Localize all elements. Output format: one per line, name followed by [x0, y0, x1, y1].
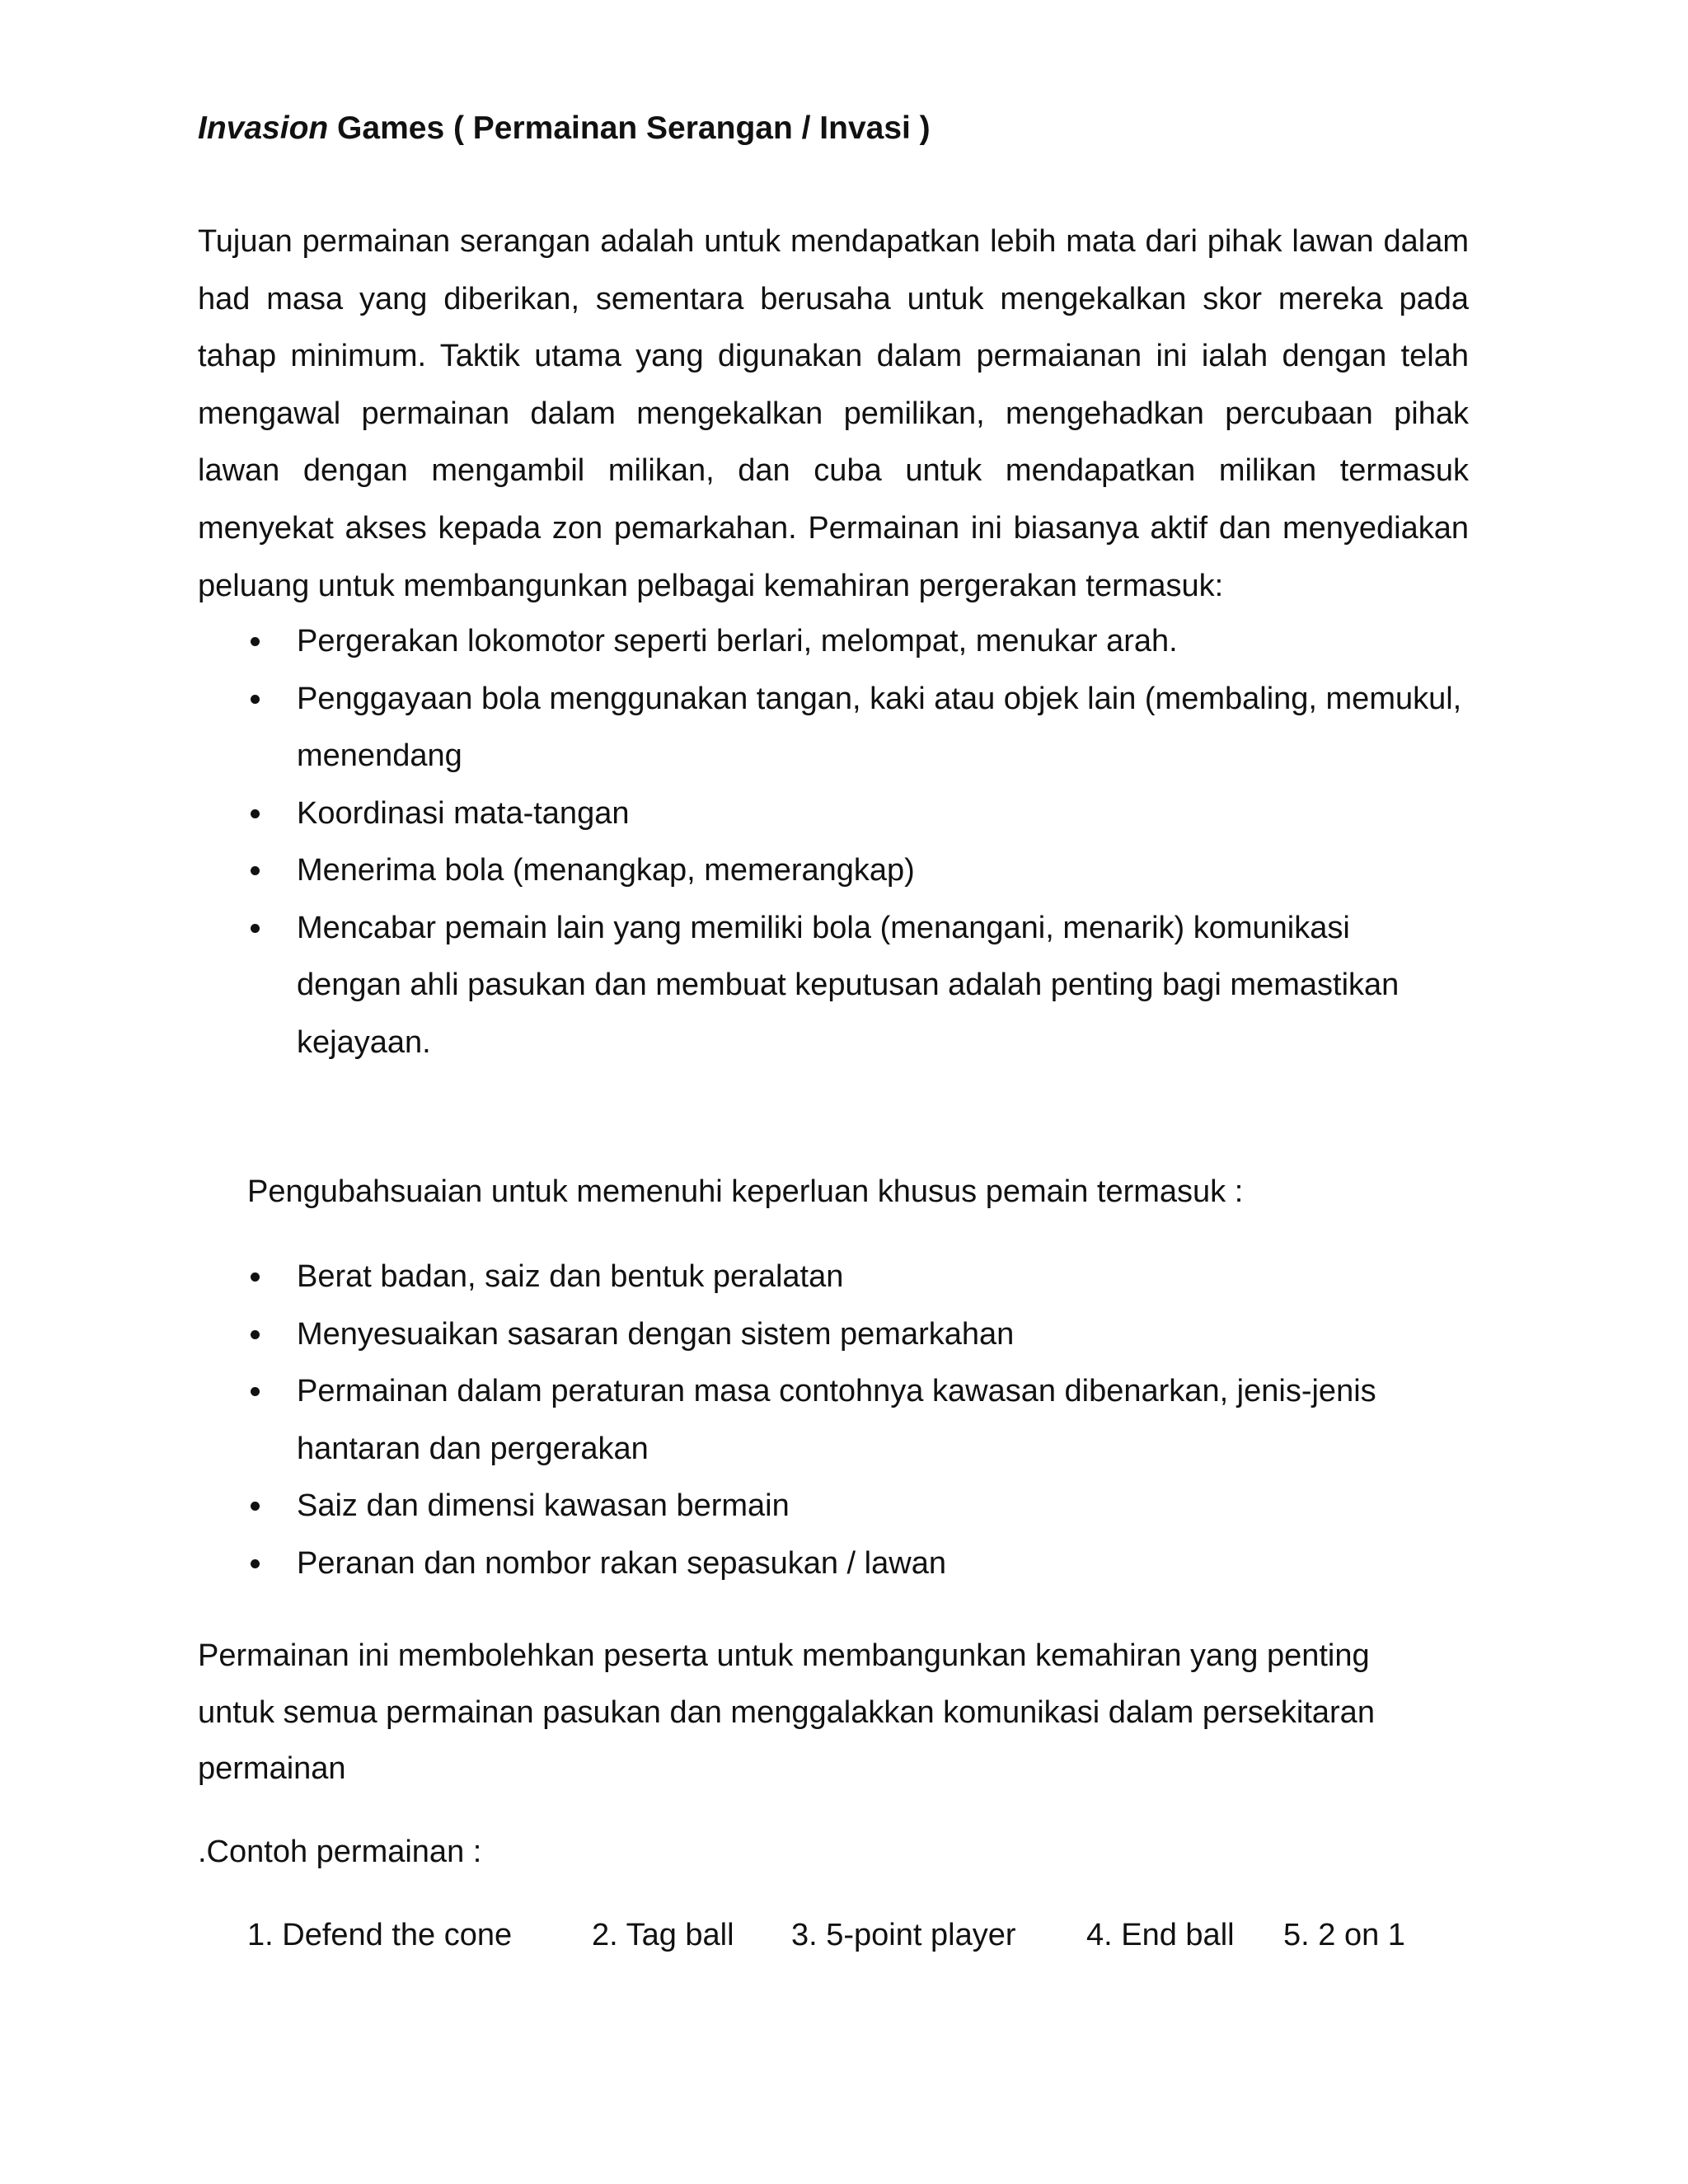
bullet-icon [251, 1387, 260, 1396]
adaptations-heading: Pengubahsuaian untuk memenuhi keperluan khusus pemain termasuk : [247, 1174, 1244, 1209]
list-item-text: Pergerakan lokomotor seperti berlari, melompat, menukar arah. [297, 624, 1178, 658]
bullet-icon [251, 637, 260, 646]
example-item: 4. End ball [1086, 1918, 1235, 1952]
bullet-icon [251, 695, 260, 704]
bullet-icon [251, 1330, 260, 1339]
example-item: 5. 2 on 1 [1283, 1918, 1405, 1952]
list-item [247, 671, 1469, 785]
list-item [247, 1363, 1467, 1478]
list-item-text: Koordinasi mata-tangan [297, 795, 630, 831]
list-item-text: Permainan dalam peraturan masa contohnya kawasan dibenarkan, jenis-jenis hantaran dan pergerakan [297, 1374, 1376, 1466]
bullet-icon [251, 1502, 260, 1511]
list-item [247, 1478, 1469, 1535]
bullet-icon [251, 1559, 260, 1568]
example-item: 3. 5-point player [791, 1918, 1016, 1952]
list-item [247, 1535, 1469, 1593]
examples-heading: .Contoh permainan : [198, 1835, 482, 1869]
list-item-text: Mencabar pemain lain yang memiliki bola (menangani, menarik) komunikasi dengan ahli pasukan dan membuat keputusan adalah penting bagi memastikan kejayaan. [297, 910, 1400, 1060]
bullet-icon [251, 924, 260, 933]
list-item-text: Berat badan, saiz dan bentuk peralatan [297, 1259, 844, 1294]
list-item [247, 613, 1469, 671]
adaptations-list [247, 1249, 1469, 1592]
bullet-icon [251, 866, 260, 875]
list-item-text: Menyesuaikan sasaran dengan sistem pemarkahan [297, 1316, 1015, 1352]
list-item [247, 785, 1469, 843]
list-item-text: Penggayaan bola menggunakan tangan, kaki atau objek lain (membaling, memukul, menendang [297, 681, 1462, 773]
list-item [247, 1249, 1469, 1306]
bullet-icon [251, 809, 260, 818]
list-item [247, 900, 1442, 1072]
skills-list [247, 613, 1469, 1071]
example-item: 1. Defend the cone [247, 1918, 513, 1952]
list-item [247, 1306, 1469, 1364]
title-italic-part: Invasion [198, 110, 329, 146]
title-main-part: Games ( Permainan Serangan / Invasi ) [328, 110, 931, 146]
bullet-icon [251, 1272, 260, 1282]
list-item-text: Menerima bola (menangkap, memerangkap) [297, 853, 915, 888]
example-item: 2. Tag ball [592, 1918, 734, 1952]
intro-paragraph: Tujuan permainan serangan adalah untuk mendapatkan lebih mata dari pihak lawan dalam had masa yang diberikan, sementara berusaha untuk mengekalkan skor mereka pada tahap minimum. Taktik utama yang digunakan dalam permaianan ini ialah dengan telah mengawal permainan dalam mengekalkan pemilikan, mengehadkan percubaan pihak lawan dengan mengambil milikan, dan cuba untuk mendapatkan milikan termasuk menyekat akses kepada zon pemarkahan. Permainan ini biasanya aktif dan menyediakan peluang untuk membangunkan pelbagai kemahiran pergerakan termasuk: [198, 224, 1469, 603]
list-item [247, 842, 1469, 900]
closing-paragraph: Permainan ini membolehkan peserta untuk membangunkan kemahiran yang penting untuk semua permainan pasukan dan menggalakkan komunikasi dalam persekitaran permainan [198, 1638, 1375, 1786]
list-item-text: Peranan dan nombor rakan sepasukan / lawan [297, 1545, 946, 1581]
document-title [198, 107, 931, 150]
list-item-text: Saiz dan dimensi kawasan bermain [297, 1488, 790, 1523]
